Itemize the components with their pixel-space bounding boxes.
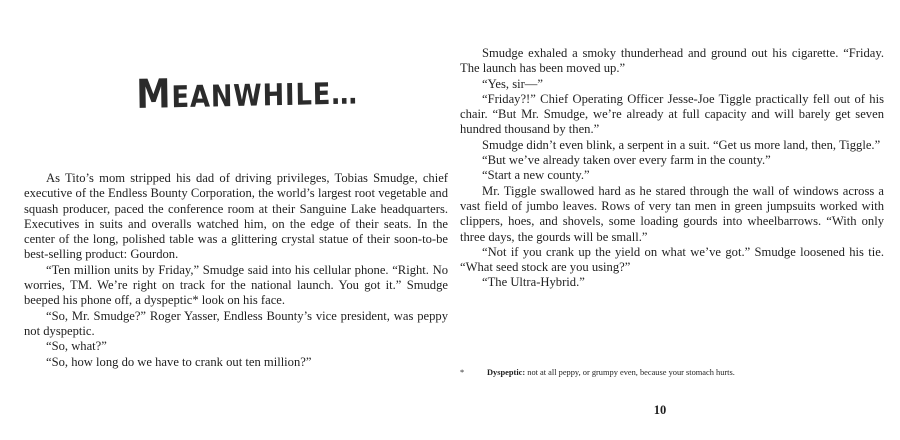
chapter-heading bbox=[136, 68, 358, 118]
footnote-marker: * bbox=[460, 368, 465, 377]
paragraph: “So, how long do we have to crank out ten million?” bbox=[46, 354, 312, 369]
paragraph: “The Ultra-Hybrid.” bbox=[482, 275, 585, 290]
paragraph: “But we’ve already taken over every farm in the county.” bbox=[482, 153, 771, 168]
paragraph: “Not if you crank up the yield on what we’ve got.” Smudge loosened his tie. “What seed stock are you using?” bbox=[460, 244, 884, 275]
paragraph: “Yes, sir—” bbox=[482, 76, 543, 91]
paragraph: Smudge exhaled a smoky thunderhead and ground out his cigarette. “Friday. The launch has been moved up.” bbox=[460, 46, 884, 76]
paragraph: “So, Mr. Smudge?” Roger Yasser, Endless Bounty’s vice president, was peppy not dyspeptic. bbox=[24, 308, 448, 338]
footnote-term: Dyspeptic: bbox=[487, 368, 526, 377]
chapter-heading-initial: M bbox=[136, 71, 172, 118]
paragraph: As Tito’s mom stripped his dad of driving privileges, Tobias Smudge, chief executive of the Endless Bounty Corporation, the world’s largest root vegetable and squash producer, paced the conference room at their Sanguine Lake headquarters. Executives in suits and overalls watched him, on the edge of their seats. In the center of the long, polished table was a glittering crystal statue of their soon-to-be best-selling product: Gourdon. bbox=[24, 171, 448, 262]
paragraph: Smudge didn’t even blink, a serpent in a suit. “Get us more land, then, Tiggle.” bbox=[482, 137, 881, 152]
paragraph: “Ten million units by Friday,” Smudge said into his cellular phone. “Right. No worries, TM. We’re right on track for the national launch. You got it.” Smudge beeped his phone off, a dyspeptic* look on his face. bbox=[24, 262, 448, 308]
left-page bbox=[24, 0, 448, 440]
left-page-body bbox=[24, 171, 448, 370]
paragraph: “Start a new county.” bbox=[482, 168, 590, 183]
page-number: 10 bbox=[653, 403, 667, 417]
paragraph: “Friday?!” Chief Operating Officer Jesse-Joe Tiggle practically fell out of his chair. “But Mr. Smudge, we’re already at full capacity and will barely get seven hundred thousand by then.” bbox=[460, 91, 884, 137]
right-page bbox=[460, 0, 884, 440]
paragraph: “So, what?” bbox=[46, 339, 107, 354]
paragraph: Mr. Tiggle swallowed hard as he stared through the wall of windows across a vast field of jumbo leaves. Rows of very tan men in green jumpsuits worked with clippers, hoes, and shovels, some loading gourds into wheelbarrows. “With only three days, the gourds will be small.” bbox=[460, 183, 884, 244]
footnote-definition: not at all peppy, or grumpy even, because your stomach hurts. bbox=[525, 368, 735, 377]
right-page-body bbox=[460, 46, 884, 291]
chapter-heading-rest: EANWHILE… bbox=[171, 76, 359, 116]
footnote bbox=[460, 367, 884, 378]
